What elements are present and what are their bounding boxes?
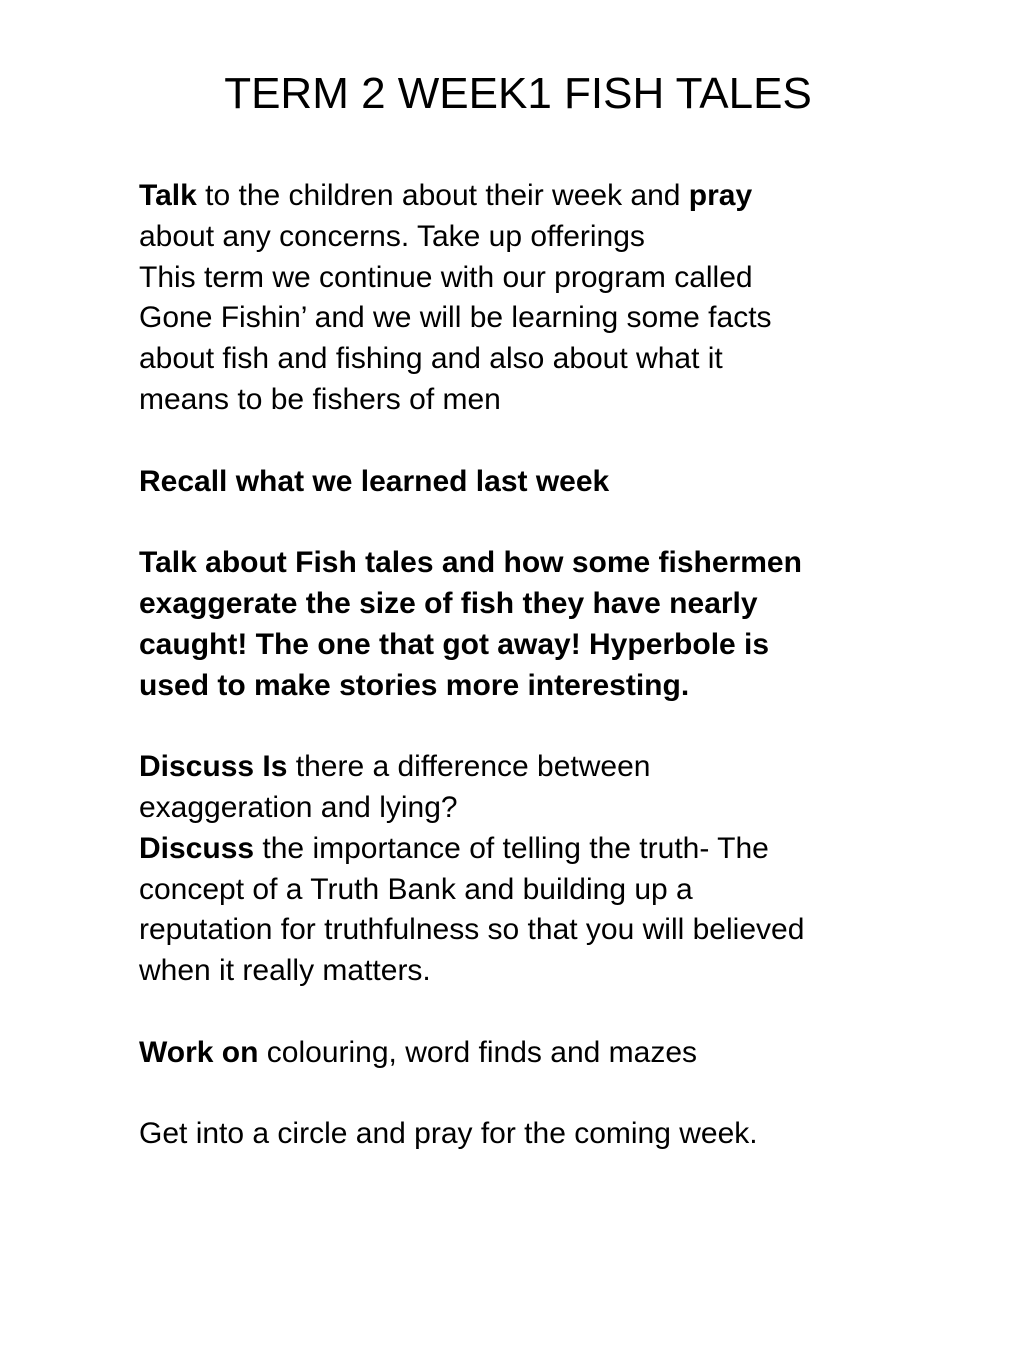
document-body: [139, 176, 1009, 1155]
paragraph-spacer: [139, 1074, 1009, 1115]
discuss-truth-paragraph: [139, 829, 1009, 992]
pray-text: about any concerns. Take up offerings This term we continue with our program called Gone Fishin’ and we will be learning some facts about fish and fishing and also about what it means to be fishers of men: [139, 219, 772, 416]
discuss-is-label: Discuss Is: [139, 750, 288, 784]
fish-tales-paragraph: [139, 543, 1009, 706]
recall-text: Recall what we learned last week: [139, 464, 610, 498]
discuss-exaggeration-text: there a difference between exaggeration and lying?: [139, 750, 651, 824]
discuss-label: Discuss: [139, 831, 255, 865]
work-on-paragraph: [139, 1033, 1009, 1074]
discuss-truth-text: the importance of telling the truth- The concept of a Truth Bank and building up a reputation for truthfulness so that you will believed when it really matters.: [139, 831, 805, 988]
paragraph-spacer: [139, 502, 1009, 543]
intro-paragraph: [139, 176, 1009, 421]
paragraph-spacer: [139, 706, 1009, 747]
discuss-exaggeration-paragraph: [139, 747, 1009, 829]
closing-paragraph: Get into a circle and pray for the coming week.: [139, 1117, 758, 1151]
paragraph-spacer: [139, 421, 1009, 462]
recall-paragraph: [139, 462, 1009, 503]
pray-bold-label: pray: [688, 179, 753, 212]
paragraph-spacer: [139, 992, 1009, 1033]
talk-text: to the children about their week and: [196, 179, 689, 212]
work-on-text: colouring, word finds and mazes: [258, 1035, 698, 1069]
fish-tales-text: Talk about Fish tales and how some fishermen exaggerate the size of fish they have nearly caught! The one that got away! Hyperbole is used to make stories more interesting.: [139, 546, 802, 702]
page-title: TERM 2 WEEK1 FISH TALES: [224, 69, 812, 118]
work-on-label: Work on: [139, 1035, 259, 1069]
talk-bold-label: Talk: [139, 179, 197, 212]
